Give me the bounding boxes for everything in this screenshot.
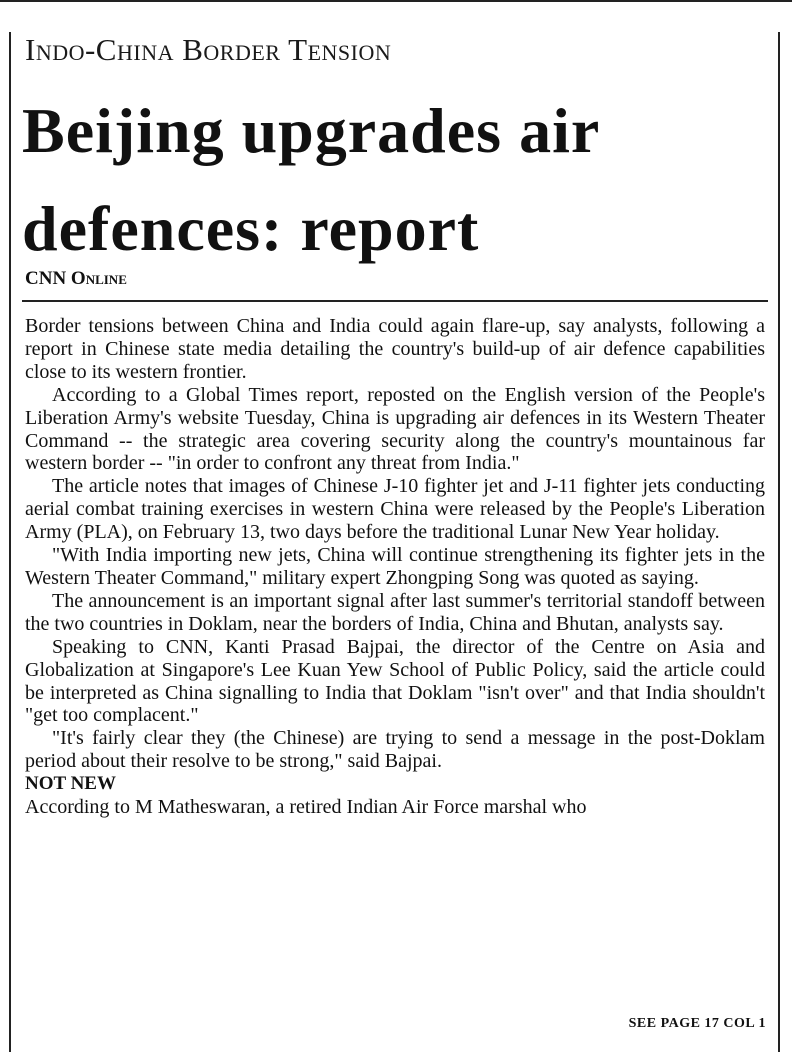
left-column-rule xyxy=(9,32,11,1052)
right-column-rule xyxy=(778,32,780,1052)
kicker: Indo-China Border Tension xyxy=(25,32,392,67)
byline-rule xyxy=(22,300,768,302)
headline xyxy=(22,82,772,278)
paragraph: The announcement is an important signal after last summer's territorial standoff between the two countries in Doklam, near the borders of India, China and Bhutan, analysts say. xyxy=(25,589,765,635)
paragraph: According to a Global Times report, reposted on the English version of the People's Liberation Army's website Tuesday, China is upgrading air defences in its Western Theater Command -- the strategic area covering security along the country's mountainous far western border -- "in order to confront any threat from India." xyxy=(25,383,765,475)
article-body xyxy=(25,315,765,819)
byline: CNN Online xyxy=(25,268,127,289)
paragraph: According to M Matheswaran, a retired Indian Air Force marshal who xyxy=(25,796,587,819)
continuation-note: SEE PAGE 17 COL 1 xyxy=(628,1016,766,1031)
paragraph: "With India importing new jets, China will continue strengthening its fighter jets in the Western Theater Command," military expert Zhongping Song was quoted as saying. xyxy=(25,544,765,589)
headline-line-2: defences: report xyxy=(22,193,480,264)
subhead: NOT NEW xyxy=(25,773,116,795)
paragraph: "It's fairly clear they (the Chinese) are trying to send a message in the post-Doklam period about their resolve to be strong," said Bajpai. xyxy=(25,727,765,773)
paragraph: Border tensions between China and India could again flare-up, say analysts, following a report in Chinese state media detailing the country's build-up of air defence capabilities close to its western frontier. xyxy=(25,315,765,383)
paragraph: Speaking to CNN, Kanti Prasad Bajpai, the director of the Centre on Asia and Globalization at Singapore's Lee Kuan Yew School of Public Policy, said the article could be interpreted as China signalling to India that Doklam "isn't over" and that India shouldn't "get too complacent." xyxy=(25,635,765,727)
paragraph: The article notes that images of Chinese J-10 fighter jet and J-11 fighter jets conducting aerial combat training exercises in western China were released by the People's Liberation Army (PLA), on February 13, two days before the traditional Lunar New Year holiday. xyxy=(25,475,765,544)
headline-line-1: Beijing upgrades air xyxy=(22,95,601,166)
